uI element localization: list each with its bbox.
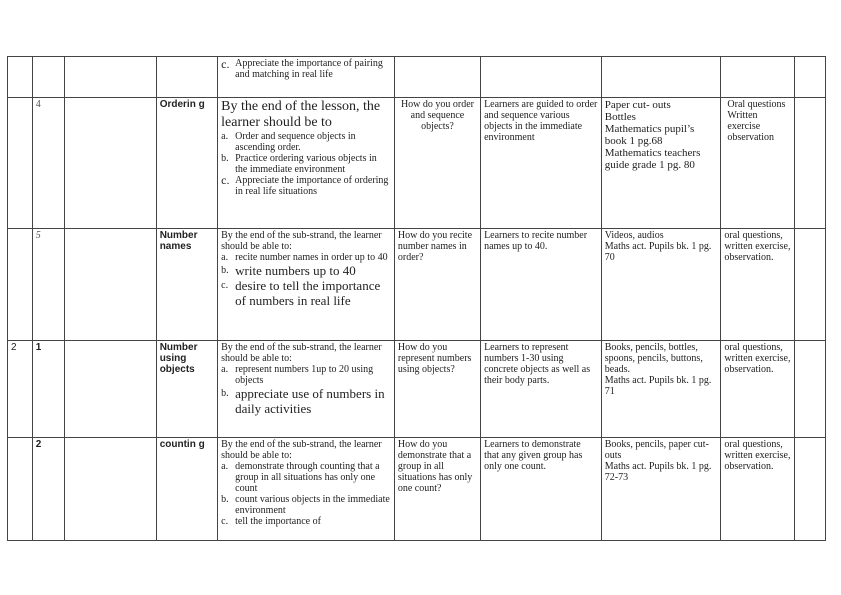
- learning-experiences-cell: Learners to represent numbers 1-30 using concrete objects as well as their body parts.: [481, 341, 602, 438]
- outcomes-list: [221, 131, 391, 197]
- outcome-marker: c.: [221, 280, 229, 291]
- reflection-cell: [794, 341, 825, 438]
- outcome-marker: c.: [221, 57, 230, 71]
- resources-cell: [601, 438, 721, 541]
- assessment-item: written exercise,: [724, 450, 791, 461]
- key-inquiry-cell: How do you order and sequence objects?: [394, 98, 480, 229]
- outcome-item: [221, 494, 391, 516]
- outcome-text: Order and sequence objects in ascending order.: [235, 131, 356, 153]
- assessment-item: observation.: [724, 364, 774, 375]
- assessment-item: Oral questions: [727, 99, 786, 110]
- resources-cell: [601, 98, 721, 229]
- table-row: [8, 341, 826, 438]
- scheme-of-work-table: [7, 56, 826, 541]
- assessment-item: observation: [727, 132, 775, 143]
- outcome-marker: a.: [221, 131, 229, 142]
- key-inquiry-cell: How do you represent numbers using objects?: [394, 341, 480, 438]
- learning-experiences-cell: [481, 57, 602, 98]
- resources-cell: [601, 341, 721, 438]
- outcome-text: represent numbers 1up to 20 using objects: [235, 364, 374, 386]
- outcomes-intro: By the end of the lesson, the learner should be to: [221, 99, 381, 130]
- outcome-item: [221, 461, 391, 494]
- reflection-cell: [794, 98, 825, 229]
- assessment-item: written exercise,: [724, 353, 791, 364]
- learning-experiences-cell: Learners are guided to order and sequence various objects in the immediate environment: [481, 98, 602, 229]
- outcome-item: [221, 131, 391, 153]
- resource-item: Paper cut- outs: [604, 99, 671, 111]
- resource-item: Maths act. Pupils bk. 1 pg. 71: [604, 375, 712, 397]
- outcome-item: [221, 263, 391, 278]
- assessment-item: oral questions,: [724, 230, 783, 241]
- outcome-text: Appreciate the importance of ordering in real life situations: [235, 175, 389, 197]
- outcome-marker: c.: [221, 173, 230, 187]
- sub-strand-cell: [156, 57, 217, 98]
- outcome-marker: b.: [221, 153, 229, 164]
- assessment-cell: [721, 57, 794, 98]
- strand-cell: [65, 229, 157, 341]
- learning-outcomes-cell: [218, 438, 395, 541]
- outcome-item: [221, 252, 391, 263]
- outcome-marker: a.: [221, 252, 229, 263]
- resource-item: Maths act. Pupils bk. 1 pg. 70: [604, 241, 712, 263]
- outcome-item: [221, 175, 391, 197]
- outcome-item: [221, 58, 391, 80]
- learning-experiences-cell: Learners to demonstrate that any given group has only one count.: [481, 438, 602, 541]
- assessment-cell: [721, 438, 794, 541]
- resource-item: Books, pencils, bottles, spoons, pencils, buttons, beads.: [604, 342, 703, 375]
- resource-item: Mathematics teachers guide grade 1 pg. 80: [604, 147, 701, 171]
- outcome-item: [221, 153, 391, 175]
- assessment-item: observation.: [724, 252, 774, 263]
- outcome-item: [221, 386, 391, 416]
- strand-cell: [65, 438, 157, 541]
- assessment-cell: [721, 229, 794, 341]
- outcome-text: appreciate use of numbers in daily activities: [235, 386, 385, 416]
- week-cell: [8, 98, 33, 229]
- resource-item: Mathematics pupil’s book 1 pg.68: [604, 123, 695, 147]
- reflection-cell: [794, 229, 825, 341]
- lesson-cell: 4: [32, 98, 64, 229]
- outcome-text: desire to tell the importance of numbers in real life: [235, 278, 381, 308]
- lesson-cell: [32, 57, 64, 98]
- learning-outcomes-cell: [218, 57, 395, 98]
- assessment-cell: [721, 98, 794, 229]
- outcome-text: demonstrate through counting that a group in all situations has only one count: [235, 461, 380, 494]
- lesson-cell: 1: [32, 341, 64, 438]
- key-inquiry-cell: How do you demonstrate that a group in all situations has only one count?: [394, 438, 480, 541]
- outcomes-intro: By the end of the sub-strand, the learner should be able to:: [221, 230, 382, 252]
- outcome-item: [221, 364, 391, 386]
- outcome-text: recite number names in order up to 40: [235, 252, 388, 263]
- learning-outcomes-cell: [218, 341, 395, 438]
- learning-outcomes-cell: [218, 229, 395, 341]
- strand-cell: [65, 57, 157, 98]
- assessment-cell: [721, 341, 794, 438]
- outcome-marker: c.: [221, 516, 229, 527]
- outcome-marker: a.: [221, 461, 229, 472]
- assessment-item: oral questions,: [724, 439, 783, 450]
- week-cell: [8, 229, 33, 341]
- resource-item: Books, pencils, paper cut-outs: [604, 439, 709, 461]
- table-row: [8, 57, 826, 98]
- resource-item: Bottles: [604, 111, 636, 123]
- resources-cell: [601, 229, 721, 341]
- outcome-item: [221, 516, 391, 527]
- key-inquiry-cell: [394, 57, 480, 98]
- assessment-item: written exercise,: [724, 241, 791, 252]
- resource-item: Maths act. Pupils bk. 1 pg. 72-73: [604, 461, 712, 483]
- outcome-marker: b.: [221, 265, 229, 276]
- assessment-item: oral questions,: [724, 342, 783, 353]
- outcome-text: tell the importance of: [235, 516, 321, 527]
- lesson-cell: 5: [32, 229, 64, 341]
- outcomes-list: [221, 58, 391, 80]
- table-row: [8, 229, 826, 341]
- outcome-item: [221, 278, 391, 308]
- assessment-item: observation.: [724, 461, 774, 472]
- outcomes-list: [221, 252, 391, 308]
- week-cell: 2: [8, 341, 33, 438]
- resources-cell: [601, 57, 721, 98]
- outcome-marker: b.: [221, 494, 229, 505]
- outcome-marker: a.: [221, 364, 229, 375]
- outcomes-intro: By the end of the sub-strand, the learner should be able to:: [221, 439, 382, 461]
- table-row: [8, 438, 826, 541]
- outcome-text: Appreciate the importance of pairing and matching in real life: [235, 58, 383, 80]
- strand-cell: [65, 341, 157, 438]
- table-row: [8, 98, 826, 229]
- week-cell: [8, 438, 33, 541]
- assessment-item: Written exercise: [727, 110, 761, 132]
- sub-strand-cell: countin g: [156, 438, 217, 541]
- lesson-cell: 2: [32, 438, 64, 541]
- outcomes-list: [221, 364, 391, 416]
- sub-strand-cell: Number using objects: [156, 341, 217, 438]
- learning-outcomes-cell: [218, 98, 395, 229]
- sub-strand-cell: Number names: [156, 229, 217, 341]
- resource-item: Videos, audios: [604, 230, 664, 241]
- outcome-text: count various objects in the immediate environment: [235, 494, 390, 516]
- outcome-text: Practice ordering various objects in the immediate environment: [235, 153, 377, 175]
- reflection-cell: [794, 438, 825, 541]
- key-inquiry-cell: How do you recite number names in order?: [394, 229, 480, 341]
- outcome-text: write numbers up to 40: [235, 263, 356, 278]
- outcomes-list: [221, 461, 391, 527]
- learning-experiences-cell: Learners to recite number names up to 40.: [481, 229, 602, 341]
- outcome-marker: b.: [221, 388, 229, 399]
- strand-cell: [65, 98, 157, 229]
- outcomes-intro: By the end of the sub-strand, the learner should be able to:: [221, 342, 382, 364]
- week-cell: [8, 57, 33, 98]
- sub-strand-cell: Orderin g: [156, 98, 217, 229]
- reflection-cell: [794, 57, 825, 98]
